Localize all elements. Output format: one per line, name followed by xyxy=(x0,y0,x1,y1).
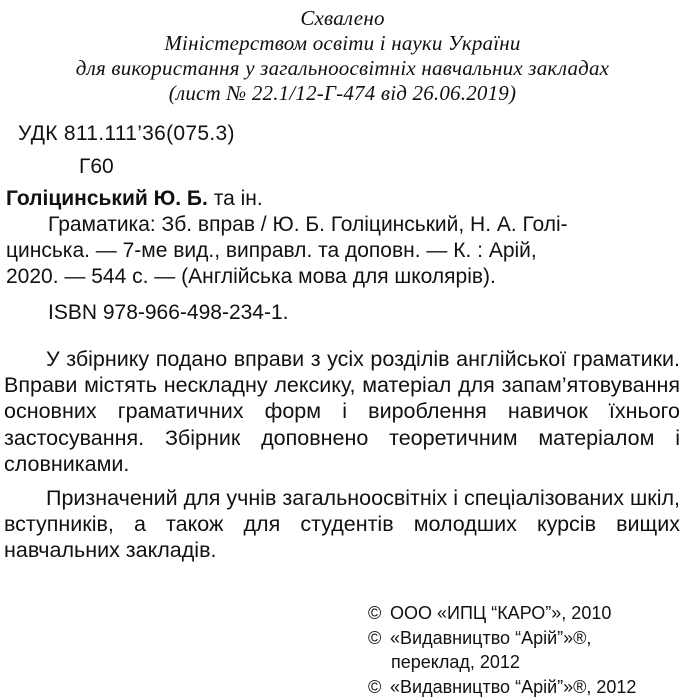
ministry-approval-block xyxy=(0,6,685,106)
annotation-paragraph-1: У збірнику подано вправи з усіх розділів англійської граматики. Вправи містять нескладну лексику, матеріал для запам’ятовування основних граматичних форм і вироблення навичок їхнього застосування. Збірник доповнено теоретичним матеріалом і словниками. xyxy=(4,347,680,476)
copyright-holder-3: «Видавництво “Арій”»®, 2012 xyxy=(390,676,637,697)
biblio-line-3: цинська. — 7-ме вид., виправл. та доповн. — К. : Арій, xyxy=(6,239,537,262)
copyright-holder-2: «Видавництво “Арій”»®, xyxy=(390,627,592,648)
annotation xyxy=(4,346,680,564)
copyright-line-3 xyxy=(368,675,683,700)
copyright-icon: © xyxy=(368,603,382,623)
bibliographic-description xyxy=(6,186,680,290)
biblio-line-4: 2020. — 544 с. — (Англійська мова для школярів). xyxy=(6,265,496,288)
author-code: Г60 xyxy=(79,155,114,178)
approval-line-2: Міністерством освіти і науки України xyxy=(164,31,521,55)
biblio-author-line xyxy=(6,186,680,212)
approval-line-1: Схвалено xyxy=(300,6,385,30)
biblio-author: Голіцинський Ю. Б. xyxy=(6,187,208,210)
isbn: ISBN 978-966-498-234-1. xyxy=(48,301,289,324)
copyright-line-2 xyxy=(368,626,683,651)
copyright-holder-1: ООО «ИПЦ “КАРО”», 2010 xyxy=(390,603,612,623)
copyright-icon: © xyxy=(368,627,382,648)
approval-line-3: для використання у загальноосвітніх навчальних закладах xyxy=(75,56,610,80)
copyright-line-2-continued: переклад, 2012 xyxy=(391,652,520,672)
approval-line-4: (лист № 22.1/12-Г-474 від 26.06.2019) xyxy=(168,81,517,105)
udk-classification: УДК 811.111’36(075.3) xyxy=(18,122,235,145)
copyright-block xyxy=(368,601,683,699)
copyright-line-1 xyxy=(368,601,683,626)
annotation-paragraph-2: Призначений для учнів загальноосвітніх і спеціалізованих шкіл, вступників, а також для студентів молодших курсів вищих навчальних закладів. xyxy=(4,486,680,563)
biblio-line-2: Граматика: Зб. вправ / Ю. Б. Голіцинський, Н. А. Голі- xyxy=(48,213,568,236)
biblio-author-suffix: та ін. xyxy=(207,187,263,210)
copyright-icon: © xyxy=(368,676,382,697)
